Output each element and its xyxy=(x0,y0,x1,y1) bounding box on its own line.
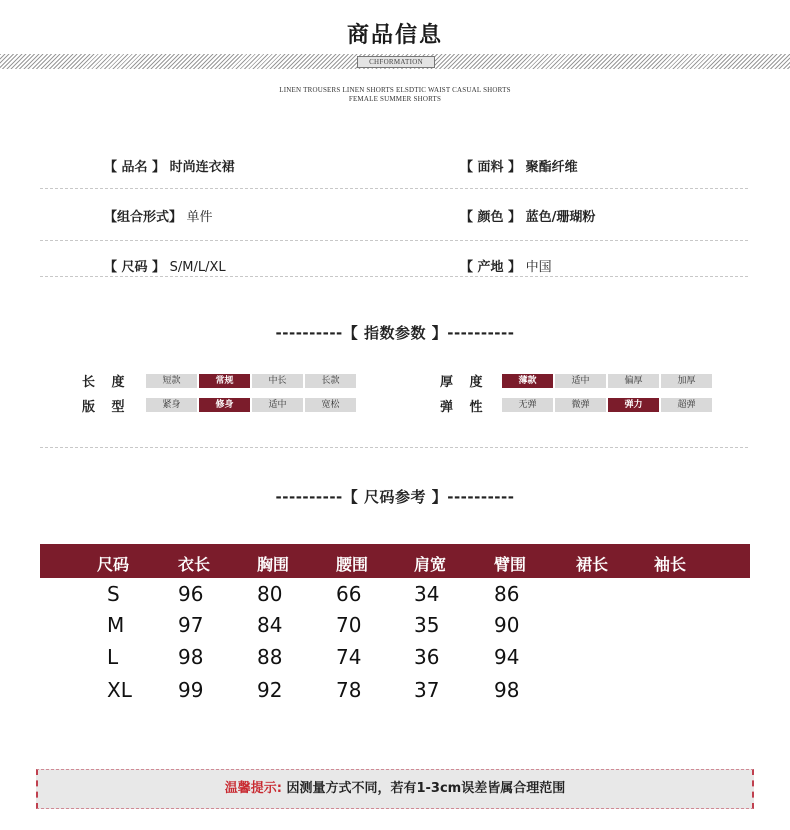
size-table-cell: 98 xyxy=(178,645,204,669)
header-badge: CHFORMATION xyxy=(357,56,435,68)
length-label: 长 度 xyxy=(82,375,131,390)
origin-value: 中国 xyxy=(525,260,552,275)
fit-option: 适中 xyxy=(252,398,303,412)
size-table-cell: 86 xyxy=(494,582,520,606)
size-table-header-cell: 衣长 xyxy=(178,555,211,574)
product-name-row xyxy=(104,156,235,175)
size-table-cell: 84 xyxy=(257,613,283,637)
product-name-label: 【 品名 】 xyxy=(104,160,166,175)
combo-label: 【组合形式】 xyxy=(104,210,183,225)
thickness-option: 偏厚 xyxy=(608,374,659,388)
size-table-cell: 74 xyxy=(336,645,362,669)
combo-row xyxy=(104,206,213,225)
fabric-row xyxy=(460,156,578,175)
size-table-cell: 94 xyxy=(494,645,520,669)
size-table-cell: 99 xyxy=(178,678,204,702)
divider xyxy=(40,276,748,277)
divider xyxy=(40,240,748,241)
origin-row xyxy=(460,256,552,275)
size-label: 【 尺码 】 xyxy=(104,260,166,275)
fit-label: 版 型 xyxy=(82,400,131,415)
origin-label: 【 产地 】 xyxy=(460,260,522,275)
size-table-header-cell: 腰围 xyxy=(336,555,369,574)
size-table-cell: 98 xyxy=(494,678,520,702)
length-option: 常规 xyxy=(199,374,250,388)
length-option: 长款 xyxy=(305,374,356,388)
size-table-cell: 96 xyxy=(178,582,204,606)
fit-option: 紧身 xyxy=(146,398,197,412)
size-table-header-cell: 肩宽 xyxy=(414,555,447,574)
size-table-cell: 36 xyxy=(414,645,440,669)
color-value: 蓝色/珊瑚粉 xyxy=(525,210,596,225)
size-table-header xyxy=(40,544,750,578)
size-table-cell: 92 xyxy=(257,678,283,702)
index-section-title: ----------【 指数参数 】---------- xyxy=(275,324,515,342)
fit-option: 修身 xyxy=(199,398,250,412)
thickness-label: 厚 度 xyxy=(440,375,489,390)
size-row xyxy=(104,256,226,275)
size-table-cell: 90 xyxy=(494,613,520,637)
combo-value: 单件 xyxy=(186,210,213,225)
size-table-cell: S xyxy=(107,582,120,606)
product-name-value: 时尚连衣裙 xyxy=(169,160,235,175)
size-table-header-cell: 尺码 xyxy=(97,555,130,574)
size-table-cell: 35 xyxy=(414,613,440,637)
size-table-cell: 80 xyxy=(257,582,283,606)
subtitle-line-1: LINEN TROUSERS LINEN SHORTS ELSDTIC WAIST CASUAL SHORTS xyxy=(279,86,511,94)
size-table-cell: 37 xyxy=(414,678,440,702)
thickness-option: 加厚 xyxy=(661,374,712,388)
page-title: 商品信息 xyxy=(346,22,443,48)
tip-box xyxy=(36,769,754,809)
divider xyxy=(40,188,748,189)
size-table-cell: 66 xyxy=(336,582,362,606)
elasticity-option: 无弹 xyxy=(502,398,553,412)
elasticity-option: 超弹 xyxy=(661,398,712,412)
size-table-header-cell: 胸围 xyxy=(257,555,290,574)
size-table-header-cell: 臂围 xyxy=(494,555,527,574)
size-table-cell: M xyxy=(107,613,125,637)
length-option: 短款 xyxy=(146,374,197,388)
elasticity-label: 弹 性 xyxy=(440,400,489,415)
size-table-cell: 88 xyxy=(257,645,283,669)
size-value: S/M/L/XL xyxy=(169,260,226,275)
elasticity-option: 微弹 xyxy=(555,398,606,412)
fabric-value: 聚酯纤维 xyxy=(525,160,578,175)
size-table-cell: 34 xyxy=(414,582,440,606)
elasticity-option: 弹力 xyxy=(608,398,659,412)
tip-text: 因测量方式不同，若有1-3cm误差皆属合理范围 xyxy=(286,781,566,796)
size-table-cell: L xyxy=(107,645,119,669)
size-table-cell: XL xyxy=(107,678,132,702)
size-table-cell: 97 xyxy=(178,613,204,637)
color-label: 【 颜色 】 xyxy=(460,210,522,225)
divider xyxy=(40,447,748,448)
size-table-header-cell: 袖长 xyxy=(654,555,687,574)
size-table-cell: 70 xyxy=(336,613,362,637)
subtitle-line-2: FEMALE SUMMER SHORTS xyxy=(348,95,442,103)
tip-label: 温馨提示: xyxy=(224,781,282,796)
color-row xyxy=(460,206,595,225)
size-section-title: ----------【 尺码参考 】---------- xyxy=(275,488,515,506)
length-option: 中长 xyxy=(252,374,303,388)
fabric-label: 【 面料 】 xyxy=(460,160,522,175)
size-table-cell: 78 xyxy=(336,678,362,702)
thickness-option: 薄款 xyxy=(502,374,553,388)
thickness-option: 适中 xyxy=(555,374,606,388)
fit-option: 宽松 xyxy=(305,398,356,412)
size-table-header-cell: 裙长 xyxy=(576,555,609,574)
